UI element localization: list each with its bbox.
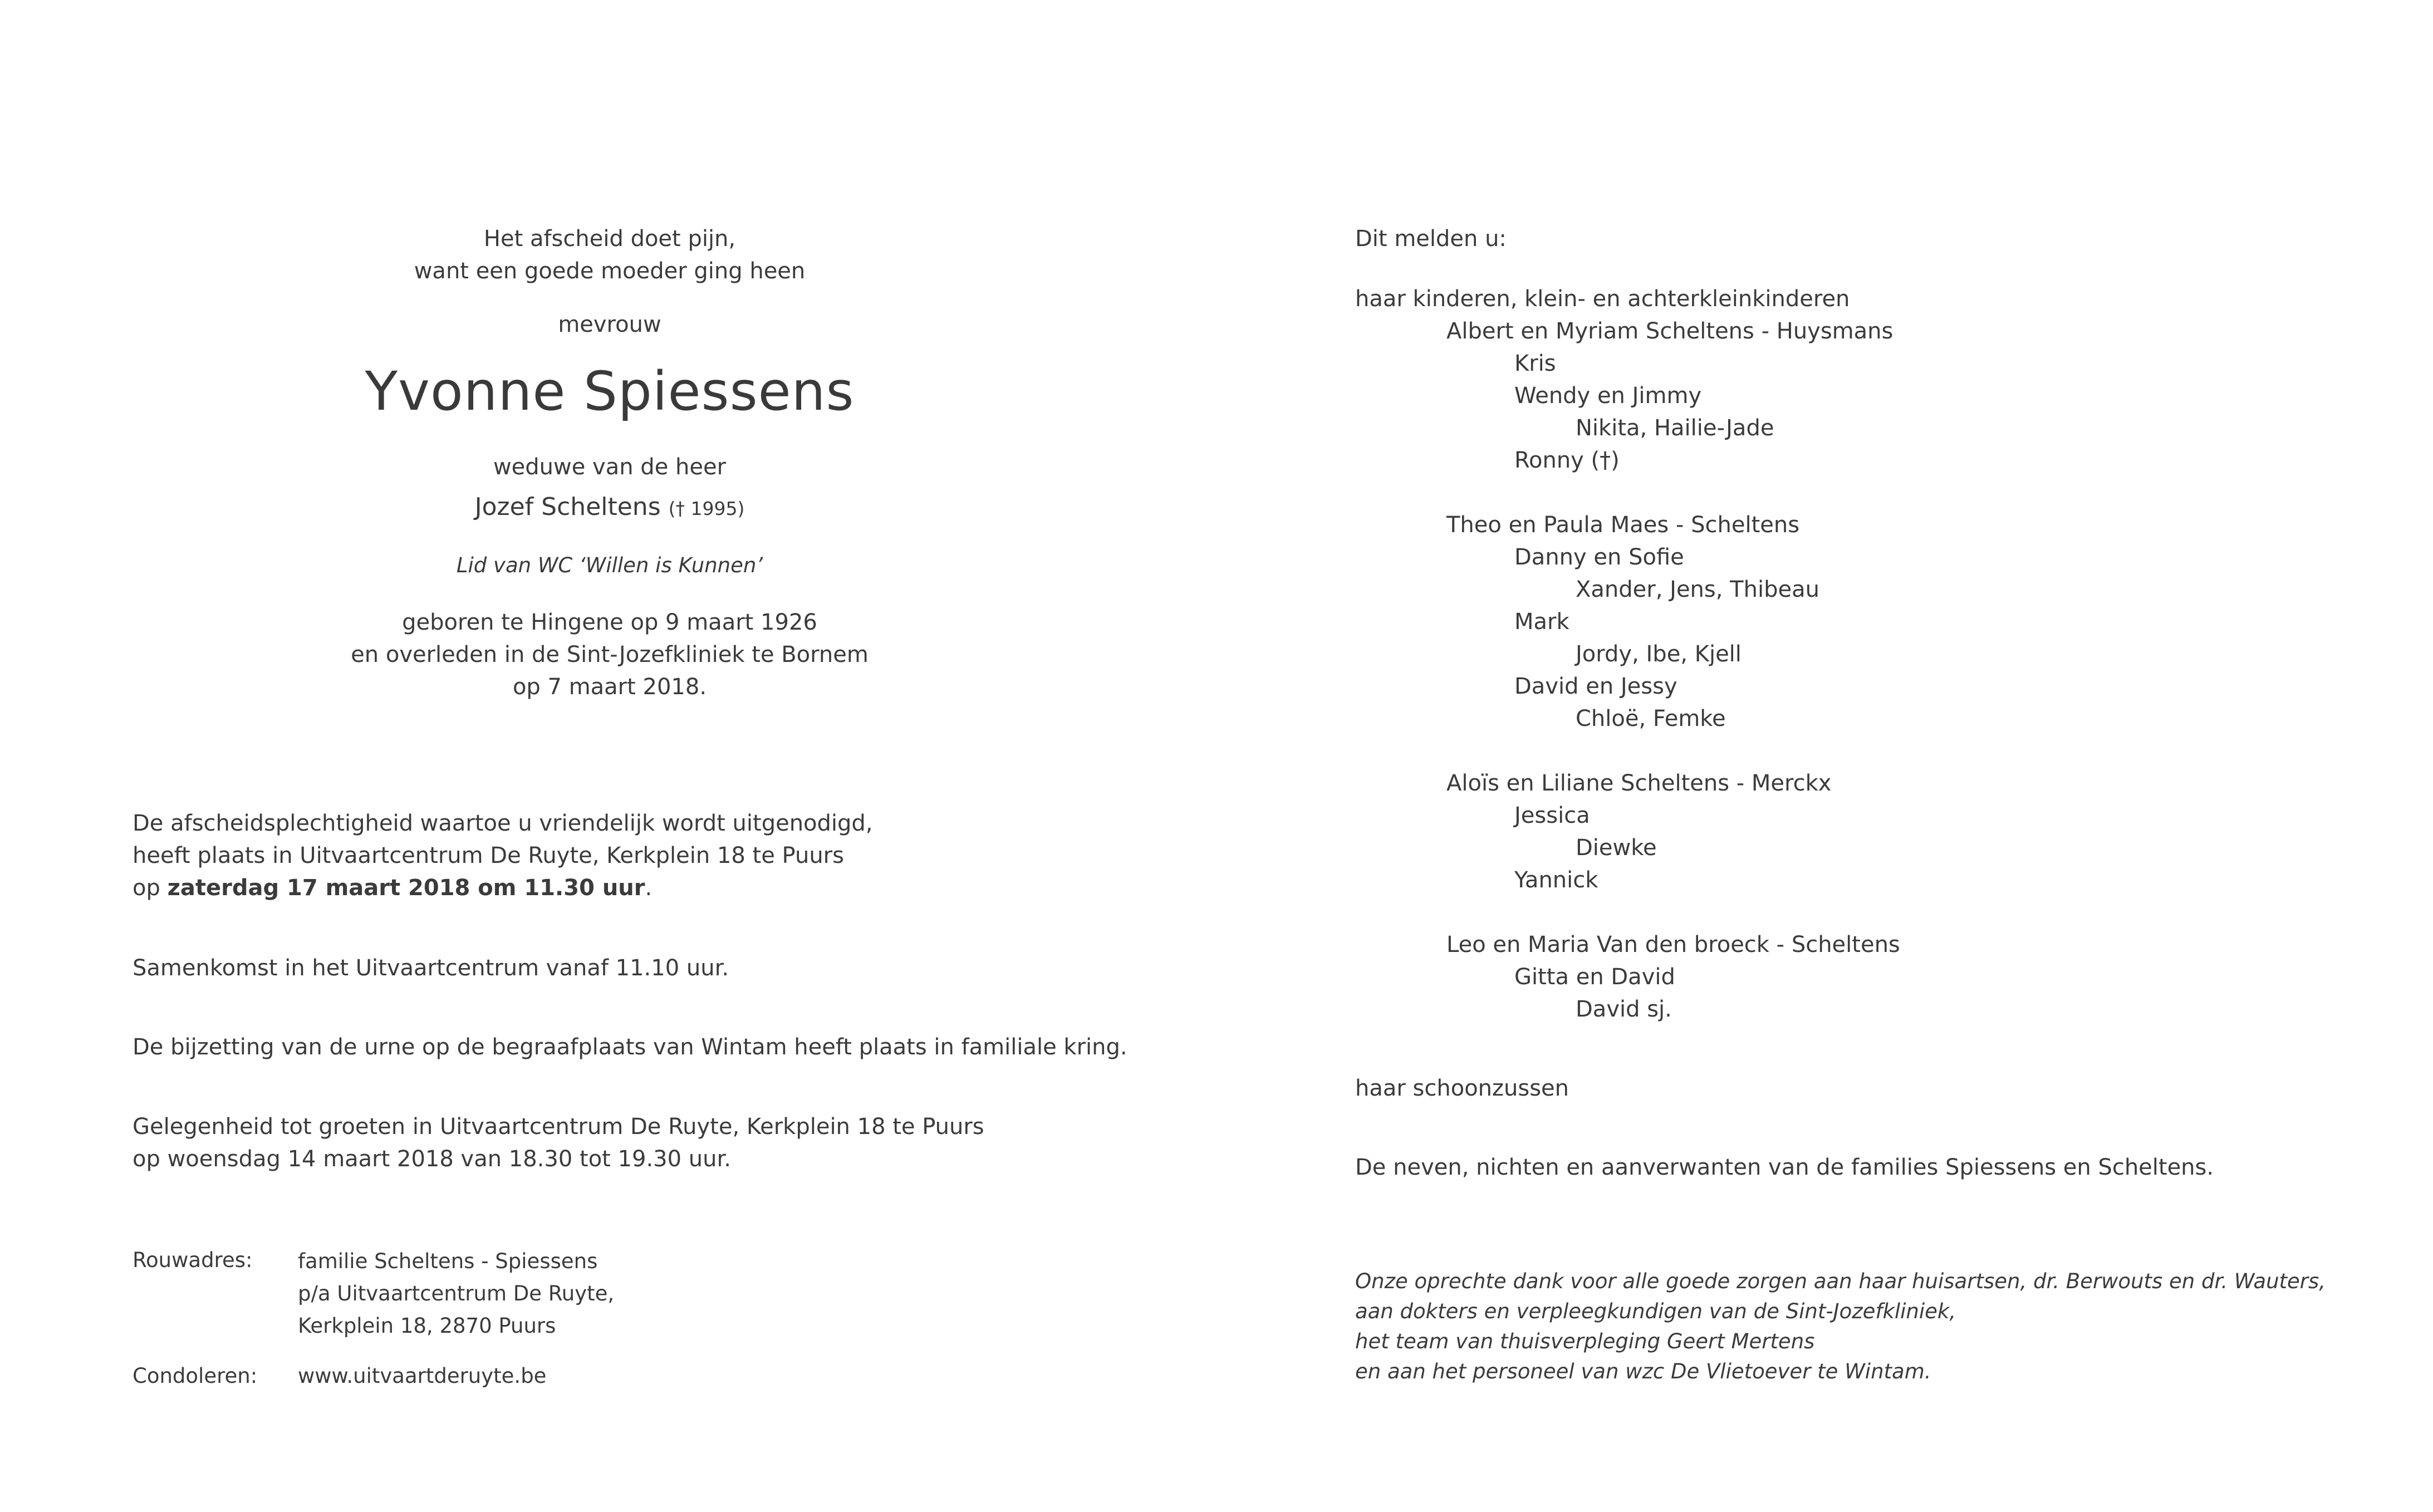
thanks-line-1: Onze oprechte dank voor alle goede zorgen aan haar huisartsen, dr. Berwouts en dr. Wauters, xyxy=(1355,1269,2326,1293)
child-name: Jessica xyxy=(1514,803,1590,828)
child-name: Danny en Sofie xyxy=(1514,544,1684,570)
born-line: geboren te Hingene op 9 maart 1926 xyxy=(402,610,817,635)
visitation-block xyxy=(133,1111,984,1175)
spouse-line xyxy=(303,490,916,526)
family-name: Leo en Maria Van den broeck - Scheltens xyxy=(1446,932,1900,958)
gathering-block xyxy=(133,952,729,984)
deceased-name: Yvonne Spiessens xyxy=(365,360,855,423)
gathering-text: Samenkomst in het Uitvaartcentrum vanaf 11.10 uur. xyxy=(133,955,729,981)
grandchildren: Xander, Jens, Thibeau xyxy=(1576,577,1819,602)
died-line-2: op 7 maart 2018. xyxy=(512,674,707,700)
ceremony-suffix: . xyxy=(645,875,653,901)
address-line-2: p/a Uitvaartcentrum De Ruyte, xyxy=(298,1282,615,1305)
intro-line-2: want een goede moeder ging heen xyxy=(414,258,806,284)
ceremony-block xyxy=(133,807,1135,904)
membership: Lid van WC ‘Willen is Kunnen’ xyxy=(456,553,763,577)
ceremony-line-1: De afscheidsplechtigheid waartoe u vriendelijk wordt uitgenodigd, xyxy=(133,811,873,836)
child-name: Mark xyxy=(1514,609,1569,635)
children-heading: haar kinderen, klein- en achterkleinkinderen xyxy=(1355,286,1850,312)
announcement-intro: Dit melden u: xyxy=(1355,226,1507,252)
intro-line-1: Het afscheid doet pijn, xyxy=(483,226,736,252)
family-name: Aloïs en Liliane Scheltens - Merckx xyxy=(1446,770,1832,796)
visitation-line-2: op woensdag 14 maart 2018 van 18.30 tot 19.30 uur. xyxy=(133,1146,731,1172)
grandchildren: Chloë, Femke xyxy=(1576,706,1726,732)
child-name: Ronny (†) xyxy=(1514,448,1620,473)
family-name: Theo en Paula Maes - Scheltens xyxy=(1446,512,1800,538)
spouse-name: Jozef Scheltens xyxy=(474,493,661,521)
child-name: Yannick xyxy=(1514,867,1598,893)
address-block xyxy=(298,1245,614,1342)
child-name: Gitta en David xyxy=(1514,964,1675,990)
address-label: Rouwadres: xyxy=(133,1248,253,1272)
visitation-line-1: Gelegenheid tot groeten in Uitvaartcentrum De Ruyte, Kerkplein 18 te Puurs xyxy=(133,1114,984,1140)
ceremony-datetime: zaterdag 17 maart 2018 om 11.30 uur xyxy=(167,875,645,901)
widow-of: weduwe van de heer xyxy=(493,454,727,480)
memorial-header xyxy=(303,223,916,703)
burial-text: De bijzetting van de urne op de begraafplaats van Wintam heeft plaats in familiale kring. xyxy=(133,1034,1127,1060)
relatives: De neven, nichten en aanverwanten van de families Spiessens en Scheltens. xyxy=(1355,1155,2214,1180)
child-name: Wendy en Jimmy xyxy=(1514,383,1702,409)
sisters-in-law: haar schoonzussen xyxy=(1355,1076,1569,1101)
burial-block xyxy=(133,1031,1127,1063)
child-name: David en Jessy xyxy=(1514,674,1677,699)
grandchildren: Jordy, Ibe, Kjell xyxy=(1576,641,1742,667)
address-line-1: familie Scheltens - Spiessens xyxy=(298,1249,598,1273)
ceremony-line-2: heeft plaats in Uitvaartcentrum De Ruyte, Kerkplein 18 te Puurs xyxy=(133,843,844,868)
thanks-line-3: het team van thuisverpleging Geert Mertens xyxy=(1355,1329,1815,1353)
died-line-1: en overleden in de Sint-Jozefkliniek te Bornem xyxy=(351,642,869,667)
spouse-death: († 1995) xyxy=(668,498,745,519)
condolences-link[interactable]: www.uitvaartderuyte.be xyxy=(298,1364,547,1388)
thanks-block xyxy=(1355,1266,2413,1387)
grandchildren: David sj. xyxy=(1576,996,1672,1022)
condolences-label: Condoleren: xyxy=(133,1364,258,1388)
address-line-3: Kerkplein 18, 2870 Puurs xyxy=(298,1314,556,1338)
grandchildren: Diewke xyxy=(1576,835,1657,861)
title-word: mevrouw xyxy=(558,312,661,337)
thanks-line-4: en aan het personeel van wzc De Vlietoever te Wintam. xyxy=(1355,1359,1931,1383)
ceremony-prefix: op xyxy=(133,875,168,901)
thanks-line-2: aan dokters en verpleegkundigen van de Sint-Jozefkliniek, xyxy=(1355,1299,1956,1323)
child-name: Kris xyxy=(1514,351,1556,376)
family-name: Albert en Myriam Scheltens - Huysmans xyxy=(1446,318,1894,344)
ceremony-line-3 xyxy=(133,872,1135,904)
family-announcement xyxy=(1355,223,2413,1184)
grandchildren: Nikita, Hailie-Jade xyxy=(1576,415,1774,441)
